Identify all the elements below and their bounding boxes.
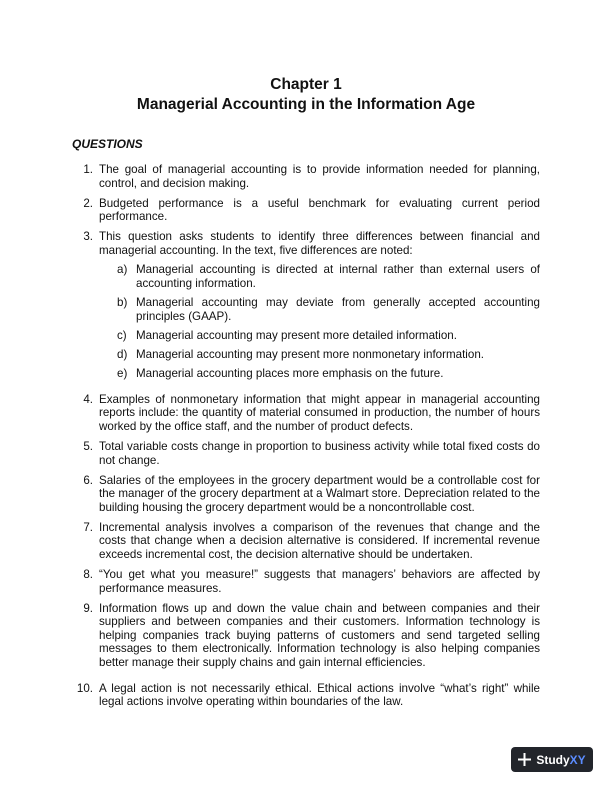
brand-name [536,753,585,767]
sub-item-text: Managerial accounting may present more detailed information. [136,328,457,342]
sub-item [99,296,540,323]
question-item [72,682,540,709]
section-heading: QUESTIONS [72,137,143,151]
sub-item-text: Managerial accounting may deviate from generally accepted accounting principles (GAAP). [136,296,540,323]
question-text: This question asks students to identify three differences between financial and managerial accounting. In the text, five differences are noted: [99,230,540,257]
chapter-number: Chapter 1 [270,76,342,93]
question-number: 1. [83,163,93,176]
sub-item [99,367,540,381]
question-item [72,521,540,562]
plus-icon [518,753,531,766]
question-item [72,568,540,595]
question-number: 2. [83,196,93,210]
sub-item-letter: c) [117,328,127,342]
sub-item-letter: d) [117,348,128,362]
question-item [72,163,540,190]
differences-list [99,263,540,381]
sub-item [99,329,540,343]
question-text: The goal of managerial accounting is to provide information needed for planning, control, and decision making. [99,163,540,190]
question-number: 8. [83,567,93,581]
question-text: A legal action is not necessarily ethical. Ethical actions involve “what’s right” while legal actions involve operating within boundaries of the law. [99,681,540,709]
sub-item-text: Managerial accounting may present more nonmonetary information. [136,348,484,362]
question-text: Examples of nonmonetary information that might appear in managerial accounting reports include: the quantity of material consumed in production, the number of hours worked by the office staff, and the number of product defects. [99,392,540,434]
question-text: Salaries of the employees in the grocery department would be a controllable cost for the manager of the grocery department at a Walmart store. Depreciation related to the building housing the grocery department would be a noncontrollable cost. [99,473,541,514]
sub-item-text: Managerial accounting is directed at internal rather than external users of accounting information. [136,263,540,290]
question-text: Total variable costs change in proportion to business activity while total fixed costs do not change. [99,440,540,467]
sub-item-letter: b) [117,296,128,310]
questions-list [72,163,540,715]
question-text: Information flows up and down the value chain and between companies and their suppliers and between companies and their customers. Information technology is helping companies track buying patterns of customers and send targeted selling messages to them electronically. Information technology is also helping companies better manage their supply chains and gain internal efficiencies. [99,601,540,669]
question-item [72,197,540,224]
chapter-title: Managerial Accounting in the Information Age [136,96,476,113]
question-number: 7. [83,520,93,534]
question-number: 3. [83,230,93,244]
sub-item-letter: e) [117,367,128,381]
question-item [72,230,540,381]
question-item [72,440,540,467]
question-item [72,474,540,515]
sub-item-text: Managerial accounting places more emphasis on the future. [136,367,444,381]
question-item [72,393,540,434]
question-number: 6. [83,473,93,487]
question-item [72,602,540,670]
sub-item [99,263,540,290]
question-text: Incremental analysis involves a comparison of the revenues that change and the costs that change when a decision alternative is considered. If incremental revenue exceeds incremental cost, the decision alternative should be undertaken. [99,520,540,561]
sub-item-letter: a) [117,263,128,277]
brand-prefix: Study [536,752,570,767]
studyxy-badge[interactable] [511,747,593,772]
question-number: 5. [83,440,93,454]
question-number: 4. [83,392,93,406]
sub-item [99,348,540,362]
question-number: 10. [76,681,93,695]
chapter-header [0,75,612,115]
brand-suffix: XY [569,752,586,767]
question-text: Budgeted performance is a useful benchmark for evaluating current period performance. [99,196,540,224]
question-text: “You get what you measure!” suggests that managers’ behaviors are affected by performance measures. [99,567,540,595]
question-number: 9. [83,601,93,615]
